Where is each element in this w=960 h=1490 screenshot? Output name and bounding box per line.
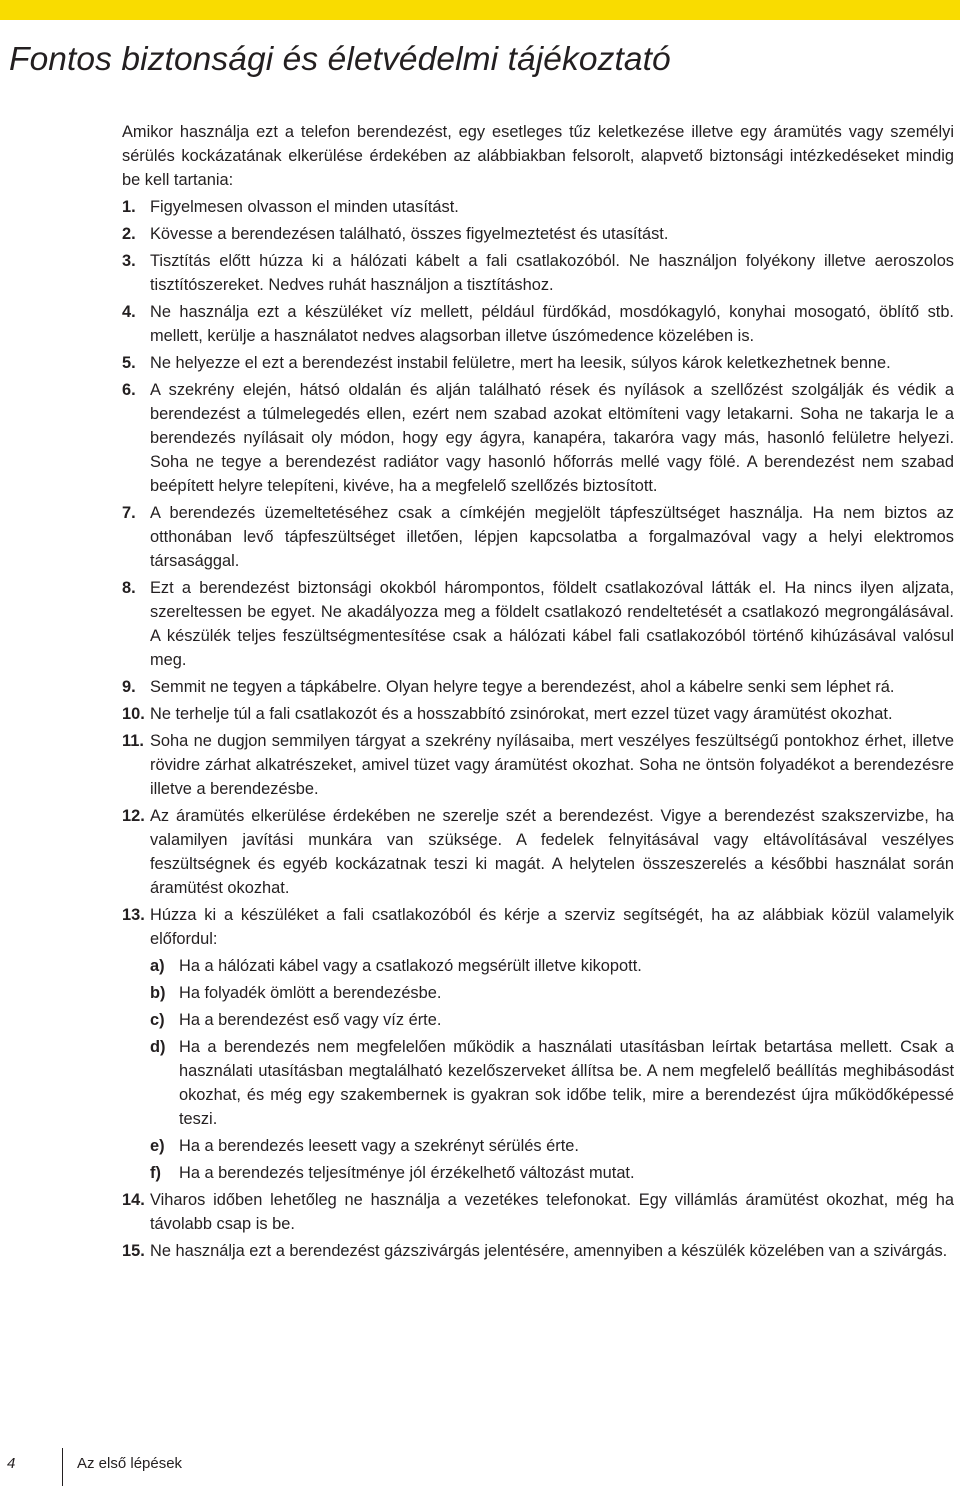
footer-section-title: Az első lépések: [77, 1455, 183, 1472]
intro-paragraph: Amikor használja ezt a telefon berendezést, egy esetleges tűz keletkezése illetve egy áramütés vagy személyi sérülés kockázatának elkerülése érdekében az alábbiakban felsorolt, alapvető biztonsági intézkedéseket mindig be kell tartania:: [122, 123, 954, 189]
sub-list-item-letter: d): [150, 1038, 166, 1056]
list-item-number: 15.: [122, 1242, 145, 1260]
sub-list-item-letter: c): [150, 1011, 165, 1029]
list-item-text: Viharos időben lehetőleg ne használja a vezetékes telefonokat. Egy villámlás áramütést okozhat, még ha távolabb csap is be.: [150, 1191, 954, 1233]
list-item: [122, 804, 954, 900]
list-item: [122, 195, 954, 219]
list-item-number: 12.: [122, 807, 145, 825]
safety-instructions: [122, 120, 954, 1266]
list-item-text: A szekrény elején, hátsó oldalán és alján található rések és nyílások a szellőzést szolgálják és védik a berendezést a túlmelegedés ellen, ezért nem szabad azokat eltömíteni vagy letakarni. Soha ne takarja le a berendezés nyílásait oly módon, hogy egy ágyra, kanapéra, takaróra vagy más, hasonló felületre helyezi. Soha ne tegye a berendezést radiátor vagy hasonló hőforrás mellé vagy fölé. A berendezést nem szabad beépített helyre telepíteni, kivéve, ha a megfelelő szellőzés biztosított.: [150, 381, 954, 495]
list-item: [122, 903, 954, 951]
list-item-number: 8.: [122, 579, 136, 597]
list-item: [122, 729, 954, 801]
list-item: [122, 222, 954, 246]
list-item: [122, 1239, 954, 1263]
sub-list-item-text: Ha a berendezés nem megfelelően működik a használati utasításban leírtak betartása mellett. Csak a használati utasításban megtalálható kezelőszerveket állítsa be. A nem megfelelő beállítás meghibásodást okozhat, és még egy szakembernek is gyakran sok időbe telik, mire a berendezést újra működőképessé teszi.: [179, 1038, 954, 1128]
list-item-number: 14.: [122, 1191, 145, 1209]
list-item-number: 13.: [122, 906, 145, 924]
list-item-number: 5.: [122, 354, 136, 372]
list-item: [122, 378, 954, 498]
list-item: [122, 501, 954, 573]
top-accent-bar: [0, 0, 960, 20]
sub-list-item-text: Ha a hálózati kábel vagy a csatlakozó megsérült illetve kikopott.: [179, 957, 642, 975]
page-title: Fontos biztonsági és életvédelmi tájékoztató: [9, 41, 671, 78]
list-item: [122, 1188, 954, 1236]
list-item: [122, 351, 954, 375]
list-item-number: 1.: [122, 198, 136, 216]
list-item-text: Kövesse a berendezésen található, összes figyelmeztetést és utasítást.: [150, 225, 669, 243]
sub-list-item-letter: b): [150, 984, 166, 1002]
sub-list: [150, 954, 954, 1185]
list-item-text: Ne használja ezt a készüléket víz mellett, például fürdőkád, mosdókagyló, konyhai mosogató, öblítő stb. mellett, kerülje a használatot nedves alagsorban illetve úszómedence közelében is.: [150, 303, 954, 345]
list-item-number: 4.: [122, 303, 136, 321]
footer-page-number: 4: [7, 1455, 16, 1472]
list-item: [122, 675, 954, 699]
list-item-number: 7.: [122, 504, 136, 522]
list-item: [122, 249, 954, 297]
list-item-number: 6.: [122, 381, 136, 399]
sub-list-item-letter: a): [150, 957, 165, 975]
list-item-number: 11.: [122, 732, 144, 750]
list-item-number: 10.: [122, 705, 145, 723]
sub-list-item-text: Ha a berendezés teljesítménye jól érzékelhető változást mutat.: [179, 1164, 635, 1182]
sub-list-item: [150, 1134, 954, 1158]
list-item-text: Az áramütés elkerülése érdekében ne szerelje szét a berendezést. Vigye a berendezést szakszervizbe, ha valamilyen javítási munkára van szüksége. A fedelek felnyitásával vagy eltávolításával veszélyes feszültségnek és egyéb kockázatnak teszi ki magát. A helytelen összeszerelés a későbbi használat során áramütést okozhat.: [150, 807, 954, 897]
list-item-text: Soha ne dugjon semmilyen tárgyat a szekrény nyílásaiba, mert veszélyes feszültségű pontokhoz érhet, illetve rövidre zárhat alkatrészeket, amivel tüzet vagy áramütést okozhat. Soha ne öntsön folyadékot a berendezésre illetve a berendezésbe.: [150, 732, 954, 798]
sub-list-item: [150, 981, 954, 1005]
sub-list-item-text: Ha folyadék ömlött a berendezésbe.: [179, 984, 442, 1002]
sub-list-item: [150, 954, 954, 978]
sub-list-item-text: Ha a berendezés leesett vagy a szekrényt sérülés érte.: [179, 1137, 579, 1155]
list-item-number: 3.: [122, 252, 136, 270]
list-item-number: 2.: [122, 225, 136, 243]
list-item: [122, 576, 954, 672]
footer-divider: [62, 1448, 63, 1486]
sub-list-item-letter: f): [150, 1164, 161, 1182]
list-item-text: A berendezés üzemeltetéséhez csak a címkéjén megjelölt tápfeszültséget használja. Ha nem biztos az otthonában levő tápfeszültséget illetően, lépjen kapcsolatba a forgalmazóval vagy a helyi elektromos társasággal.: [150, 504, 954, 570]
list-item-text: Húzza ki a készüléket a fali csatlakozóból és kérje a szerviz segítségét, ha az alábbiak közül valamelyik előfordul:: [150, 906, 954, 948]
list-item-text: Ne használja ezt a berendezést gázszivárgás jelentésére, amennyiben a készülék közelében van a szivárgás.: [150, 1242, 948, 1260]
list-item-text: Ne terhelje túl a fali csatlakozót és a hosszabbító zsinórokat, mert ezzel tüzet vagy áramütést okozhat.: [150, 705, 893, 723]
list-item: [122, 702, 954, 726]
sub-list-item: [150, 1008, 954, 1032]
list-item: [122, 300, 954, 348]
list-item-text: Ne helyezze el ezt a berendezést instabil felületre, mert ha leesik, súlyos károk keletkezhetnek benne.: [150, 354, 891, 372]
sub-list-item-text: Ha a berendezést eső vagy víz érte.: [179, 1011, 442, 1029]
list-item-text: Ezt a berendezést biztonsági okokból hárompontos, földelt csatlakozóval látták el. Ha nincs ilyen aljzata, szereltessen be egyet. Ne akadályozza meg a földelt csatlakozó rendeltetését a csatlakozó megrongálásával. A készülék teljes feszültségmentesítése csak a hálózati kábel fali csatlakozóból történő kihúzásával valósul meg.: [150, 579, 954, 669]
list-item-text: Figyelmesen olvasson el minden utasítást.: [150, 198, 459, 216]
sub-list-item: [150, 1161, 954, 1185]
sub-list-item: [150, 1035, 954, 1131]
sub-list-item-letter: e): [150, 1137, 165, 1155]
list-item-number: 9.: [122, 678, 136, 696]
list-item-text: Semmit ne tegyen a tápkábelre. Olyan helyre tegye a berendezést, ahol a kábelre senki sem léphet rá.: [150, 678, 895, 696]
list-item-text: Tisztítás előtt húzza ki a hálózati kábelt a fali csatlakozóból. Ne használjon folyékony illetve aeroszolos tisztítószereket. Nedves ruhát használjon a tisztításhoz.: [150, 252, 954, 294]
